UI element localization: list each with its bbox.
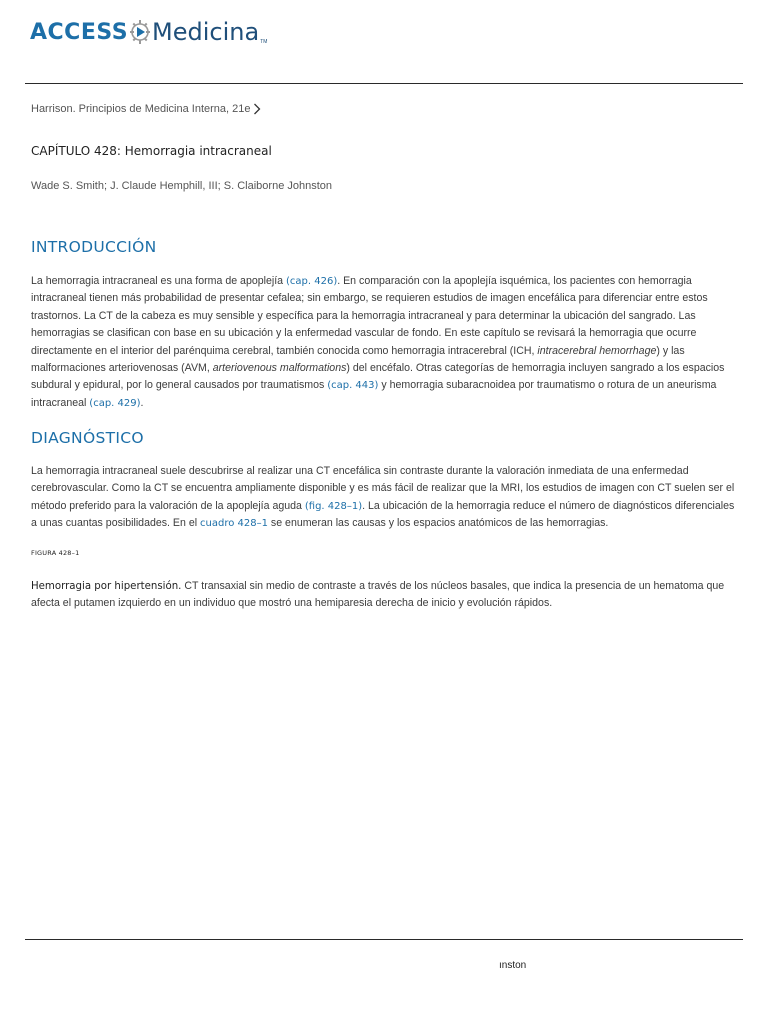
- text-run: CT transaxial sin medio de contraste a través de los núcleos basales, que indica la presencia de un hematoma que: [181, 580, 725, 592]
- breadcrumb[interactable]: [31, 103, 261, 115]
- text-line: intracraneal tienen más probabilidad de presentar cefalea; sin embargo, se requieren estudios de imagen encefálica para diferenciar entre estos: [31, 292, 708, 305]
- text-line: [31, 395, 743, 412]
- text-run: se enumeran las causas y los espacios anatómicos de las hemorragias.: [267, 517, 609, 530]
- figure-caption-title: Hemorragia por hipertensión.: [31, 581, 182, 592]
- text-run: a unas cuantas posibilidades. En el: [31, 517, 201, 530]
- text-run: . La ubicación de la hemorragia reduce el número de diagnósticos diferenciales: [362, 499, 735, 512]
- italic-term: intracerebral hemorrhage: [537, 344, 657, 357]
- figure-caption: [31, 578, 743, 613]
- link-cap-429[interactable]: (cap. 429): [89, 397, 141, 409]
- logo-access-text: ACCESS: [30, 19, 129, 45]
- text-run: intracraneal: [31, 396, 90, 409]
- text-run: subdural y epidural, por lo general causados por traumatismos: [31, 379, 328, 392]
- footer-text-fragment: ınston: [499, 960, 527, 971]
- text-run: malformaciones arteriovenosas (AVM,: [31, 362, 213, 375]
- text-line: [31, 578, 743, 595]
- text-line: hemorragias se clasifican con base en su ubicación y la enfermedad vascular de fondo. En este capítulo se revisará la hemorragia que ocurre: [31, 327, 697, 340]
- text-run: método preferido para la valoración de la apoplejía aguda: [31, 499, 305, 512]
- chapter-title: CAPÍTULO 428: Hemorragia intracraneal: [31, 144, 272, 158]
- text-run: directamente en el interior del parénquima cerebral, también conocida como hemorragia intracerebral (ICH,: [31, 344, 538, 357]
- figure-label: FIGURA 428–1: [31, 549, 80, 557]
- text-line: [31, 343, 743, 360]
- text-line: [31, 377, 743, 394]
- gear-arrow-icon: [129, 17, 151, 47]
- text-line: [31, 360, 743, 377]
- text-line: La hemorragia intracraneal suele descubrirse al realizar una CT encefálica sin contraste durante la valoración inmediata de una enfermedad: [31, 465, 689, 477]
- italic-term: arteriovenous malformations: [212, 362, 347, 375]
- link-cap-426[interactable]: (cap. 426): [286, 276, 338, 287]
- intro-paragraph: [31, 273, 743, 412]
- text-line: [31, 498, 743, 515]
- text-line: cerebrovascular. Como la CT se encuentra ampliamente disponible y es más fácil de realizar que la MRI, los estudios de imagen con CT suelen ser el: [31, 482, 735, 495]
- text-run: . En comparación con la apoplejía isquémica, los pacientes con hemorragia: [337, 275, 692, 287]
- text-run: y hemorragia subaracnoidea por traumatismo o rotura de un aneurisma: [378, 379, 717, 392]
- link-fig-428-1[interactable]: (fig. 428–1): [304, 500, 363, 512]
- footer-divider: [25, 939, 743, 940]
- text-run: La hemorragia intracraneal es una forma de apoplejía: [31, 275, 286, 287]
- section-heading-diagnostico: DIAGNÓSTICO: [31, 429, 144, 447]
- section-heading-introduccion: INTRODUCCIÓN: [31, 238, 157, 256]
- chevron-right-icon[interactable]: [253, 103, 261, 115]
- breadcrumb-book-title[interactable]: Harrison. Principios de Medicina Interna, 21e: [31, 103, 251, 115]
- link-cap-443[interactable]: (cap. 443): [327, 380, 379, 392]
- text-run: .: [140, 396, 144, 409]
- link-cuadro-428-1[interactable]: cuadro 428–1: [200, 518, 268, 530]
- access-medicina-logo[interactable]: [30, 10, 267, 54]
- text-line: [31, 515, 743, 532]
- logo-trademark: TM: [260, 39, 268, 45]
- chapter-authors: Wade S. Smith; J. Claude Hemphill, III; S. Claiborne Johnston: [31, 180, 333, 192]
- text-run: ) y las: [656, 344, 685, 357]
- text-line: trastornos. La CT de la cabeza es muy sensible y específica para la hemorragia intracraneal y para determinar la ubicación del sangrado. Las: [31, 309, 696, 322]
- diagnosis-paragraph: [31, 463, 743, 533]
- text-run: ) del encéfalo. Otras categorías de hemorragia incluyen sangrado a los espacios: [346, 362, 725, 375]
- text-line: [31, 273, 743, 290]
- logo-medicina-text: Medicina: [152, 18, 260, 46]
- header-divider: [25, 83, 743, 84]
- text-line: afecta el putamen izquierdo en un individuo que mostró una hemiparesia derecha de inicio y evolución rápidos.: [31, 597, 553, 610]
